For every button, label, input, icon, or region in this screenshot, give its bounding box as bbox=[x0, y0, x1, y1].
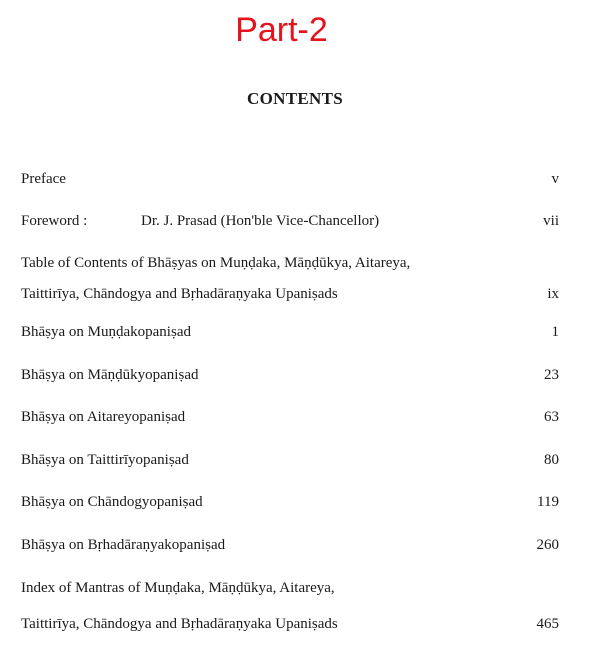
toc-entry-page: 119 bbox=[537, 494, 559, 510]
toc-entry-title: Preface bbox=[21, 171, 66, 187]
toc-entry-page: 80 bbox=[544, 452, 559, 468]
toc-entry-page: 260 bbox=[536, 537, 559, 553]
toc-entry-page: 465 bbox=[536, 616, 559, 632]
toc-entry-title: Bhāṣya on Muṇḍakopaniṣad bbox=[21, 324, 191, 340]
contents-heading: CONTENTS bbox=[247, 89, 343, 108]
toc-entry-page: ix bbox=[547, 286, 559, 302]
toc-entry-title: Foreword : bbox=[21, 213, 88, 229]
toc-entry-page: vii bbox=[543, 213, 559, 229]
toc-entry-page: 23 bbox=[544, 367, 559, 383]
part-label: Part-2 bbox=[235, 11, 328, 49]
toc-entry-page: 1 bbox=[551, 324, 559, 340]
toc-entry-title: Bhāṣya on Bṛhadāraṇyakopaniṣad bbox=[21, 537, 226, 553]
toc-entry-table-of-contents bbox=[21, 253, 559, 305]
toc-entry-page: 63 bbox=[544, 409, 559, 425]
toc-entry-index-of-mantras bbox=[21, 578, 559, 630]
toc-entry-title-line2: Taittirīya, Chāndogya and Bṛhadāraṇyaka Upaniṣads bbox=[21, 616, 338, 632]
toc-entry-title: Bhāṣya on Taittirīyopaniṣad bbox=[21, 452, 189, 468]
toc-entry-title: Table of Contents of Bhāṣyas on Muṇḍaka, Māṇḍūkya, Aitareya, bbox=[21, 255, 411, 271]
toc-entry-title: Index of Mantras of Muṇḍaka, Māṇḍūkya, Aitareya, bbox=[21, 580, 335, 596]
toc-entry-title: Bhāṣya on Māṇḍūkyopaniṣad bbox=[21, 367, 199, 383]
toc-entry-title: Bhāṣya on Chāndogyopaniṣad bbox=[21, 494, 203, 510]
toc-entry-page: v bbox=[551, 171, 559, 187]
toc-entry-title-line2: Taittirīya, Chāndogya and Bṛhadāraṇyaka Upaniṣads bbox=[21, 286, 338, 302]
toc-entry-title: Bhāṣya on Aitareyopaniṣad bbox=[21, 409, 186, 425]
toc-entry-byline: Dr. J. Prasad (Hon'ble Vice-Chancellor) bbox=[141, 213, 380, 229]
